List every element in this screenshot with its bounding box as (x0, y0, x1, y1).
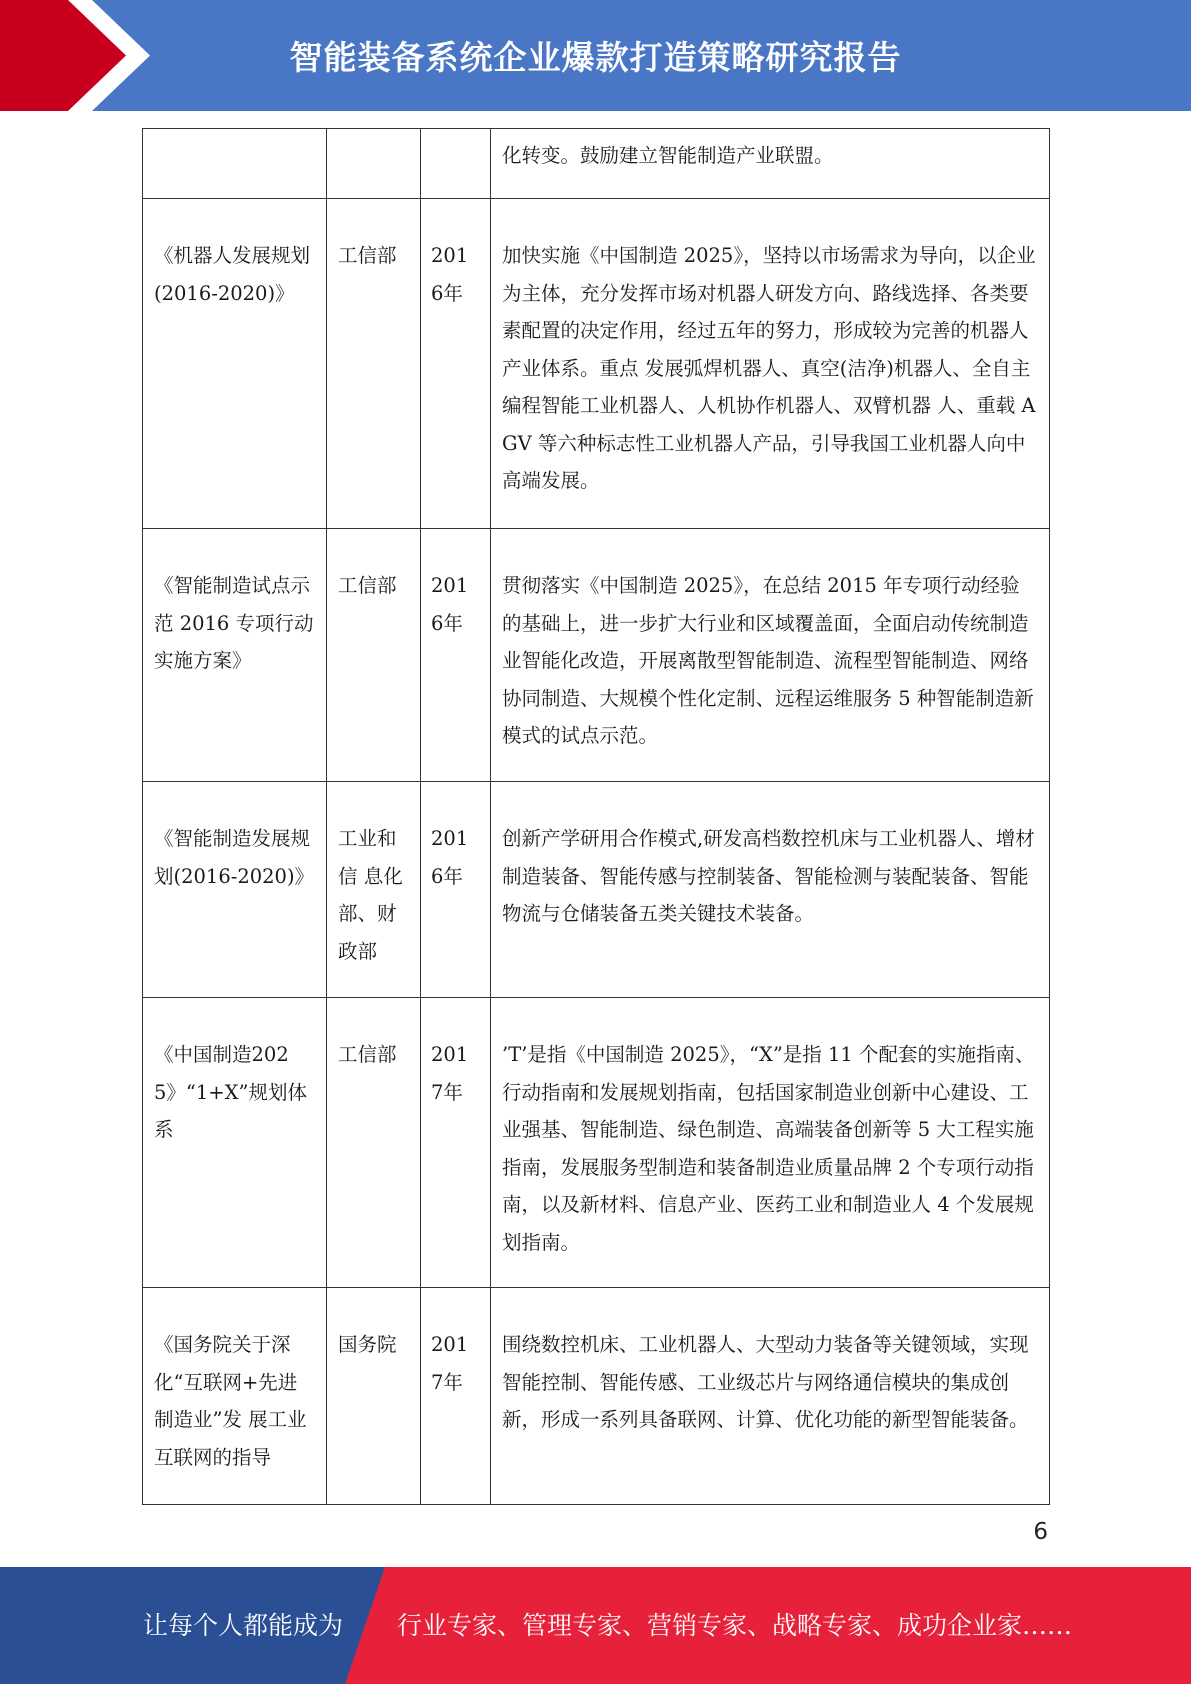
table-row (143, 782, 1050, 998)
footer-slogan-lead: 让每个人都能成为 (143, 1611, 344, 1640)
report-title: 智能装备系统企业爆款打造策略研究报告 (289, 38, 902, 77)
policy-department: 国务院 (327, 1288, 421, 1505)
page-number: 6 (1033, 1519, 1048, 1545)
table-row (143, 998, 1050, 1288)
policy-content: 加快实施《中国制造 2025》，坚持以市场需求为导向，以企业为主体，充分发挥市场对机器人研发方向、路线选择、各类要素配置的决定作用，经过五年的努力，形成较为完善的机器人产业体系。重点 发展弧焊机器人、真空(洁净)机器人、全自主编程智能工业机器人、人机协作机器人、双臂机器 人、重载 AGV 等六种标志性工业机器人产品，引导我国工业机器人向中高端发展。 (491, 199, 1050, 529)
policy-table (142, 128, 1050, 1505)
table-row (143, 199, 1050, 529)
table-cell (421, 129, 491, 199)
policy-content: ’T’是指《中国制造 2025》，“X”是指 11 个配套的实施指南、行动指南和发展规划指南，包括国家制造业创新中心建设、工业强基、智能制造、绿色制造、高端装备创新等 5 大工程实施指南，发展服务型制造和装备制造业质量品牌 2 个专项行动指南，以及新材料、信息产业、医药工业和制造业人 4 个发展规划指南。 (491, 998, 1050, 1288)
policy-name: 《智能制造发展规划(2016-2020)》 (143, 782, 327, 998)
header-band (0, 0, 1191, 111)
policy-year: 2016年 (421, 782, 491, 998)
policy-content: 围绕数控机床、工业机器人、大型动力装备等关键领域，实现智能控制、智能传感、工业级芯片与网络通信模块的集成创新，形成一系列具备联网、计算、优化功能的新型智能装备。 (491, 1288, 1050, 1505)
table-row (143, 1288, 1050, 1505)
policy-name: 《中国制造2025》“1+X”规划体系 (143, 998, 327, 1288)
table-row-continuation (143, 129, 1050, 199)
policy-department: 工信部 (327, 998, 421, 1288)
policy-department: 工业和信 息化部、财政部 (327, 782, 421, 998)
policy-year: 2017年 (421, 998, 491, 1288)
policy-name: 《机器人发展规划(2016-2020)》 (143, 199, 327, 529)
policy-content: 创新产学研用合作模式,研发高档数控机床与工业机器人、增材制造装备、智能传感与控制装备、智能检测与装配装备、智能物流与仓储装备五类关键技术装备。 (491, 782, 1050, 998)
footer-slogan-roles: 行业专家、管理专家、营销专家、战略专家、成功企业家…… (397, 1611, 1073, 1640)
policy-content: 化转变。鼓励建立智能制造产业联盟。 (491, 129, 1050, 199)
policy-year: 2016年 (421, 529, 491, 782)
table-cell (143, 129, 327, 199)
policy-content: 贯彻落实《中国制造 2025》，在总结 2015 年专项行动经验的基础上，进一步扩大行业和区域覆盖面，全面启动传统制造业智能化改造，开展离散型智能制造、流程型智能制造、网络协同制造、大规模个性化定制、远程运维服务 5 种智能制造新模式的试点示范。 (491, 529, 1050, 782)
policy-year: 2017年 (421, 1288, 491, 1505)
table-row (143, 529, 1050, 782)
policy-name: 《智能制造试点示范 2016 专项行动实施方案》 (143, 529, 327, 782)
policy-year: 2016年 (421, 199, 491, 529)
policy-department: 工信部 (327, 199, 421, 529)
footer-banner (0, 1567, 1191, 1684)
policy-department: 工信部 (327, 529, 421, 782)
policy-name: 《国务院关于深化“互联网+先进制造业”发 展工业互联网的指导 (143, 1288, 327, 1505)
table-cell (327, 129, 421, 199)
chevron-arrow-icon (0, 0, 160, 111)
